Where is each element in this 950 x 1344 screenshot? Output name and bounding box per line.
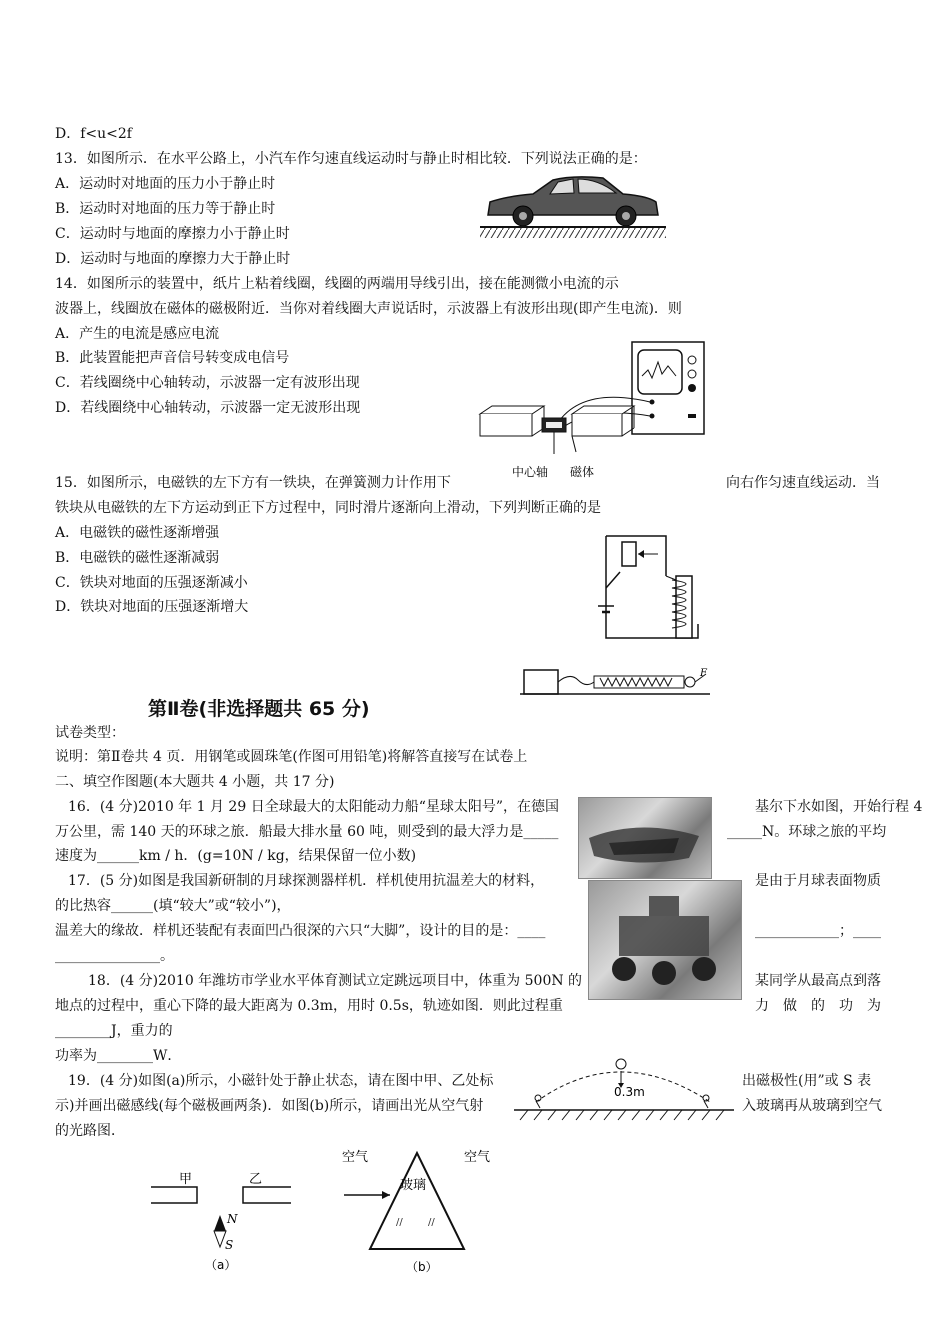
question-17-line2: 的比热容______(填“较大”或“较小”)， bbox=[55, 898, 291, 914]
instructions: 说明：第Ⅱ卷共 4 页．用钢笔或圆珠笔(作图可用铅笔)将解答直接写在试卷上 bbox=[55, 749, 528, 765]
oscilloscope-figure bbox=[472, 336, 712, 486]
question-16-line3: 速度为______km / h．(g=10N / kg，结果保留一位小数) bbox=[55, 848, 417, 864]
air-left-label: 空气 bbox=[342, 1150, 369, 1165]
question-18-line2b: 力 做 的 功 为 bbox=[755, 998, 881, 1014]
option-15-a: A．电磁铁的磁性逐渐增强 bbox=[55, 525, 220, 541]
prism-figure-b bbox=[340, 1143, 500, 1283]
glass-label: 玻璃 bbox=[400, 1178, 427, 1193]
question-19-line1a: 19．(4 分)如图(a)所示，小磁针处于静止状态，请在图中甲、乙处标 bbox=[68, 1073, 494, 1089]
question-17-line4: _______________。 bbox=[55, 948, 174, 964]
question-18-line3: ________J，重力的 bbox=[55, 1023, 173, 1039]
option-13-a: A．运动时对地面的压力小于静止时 bbox=[55, 176, 276, 192]
question-16-line1b: 基尔下水如图，开始行程 4 bbox=[755, 799, 923, 815]
section-title: 第Ⅱ卷(非选择题共 65 分) bbox=[148, 698, 370, 720]
solar-ship-photo bbox=[578, 797, 712, 879]
car-figure bbox=[478, 170, 668, 242]
svg-text://: // bbox=[428, 1217, 435, 1228]
option-13-d: D．运动时与地面的摩擦力大于静止时 bbox=[55, 251, 291, 267]
magnet-label: 磁体 bbox=[570, 465, 595, 479]
option-14-c: C．若线圈绕中心轴转动，示波器一定有波形出现 bbox=[55, 375, 360, 391]
electromagnet-figure bbox=[596, 528, 706, 643]
question-17-line3b: ____________；____ bbox=[755, 923, 881, 939]
option-15-b: B．电磁铁的磁性逐渐减弱 bbox=[55, 550, 220, 566]
option-13-c: C．运动时与地面的摩擦力小于静止时 bbox=[55, 226, 290, 242]
question-18-line1a: 18．(4 分)2010 年潍坊市学业水平体育测试立定跳远项目中，体重为 500N 的 bbox=[88, 973, 583, 989]
option-14-a: A．产生的电流是感应电流 bbox=[55, 326, 220, 342]
question-19-line2a: 示)并画出磁感线(每个磁极画两条)．如图(b)所示，请画出光从空气射 bbox=[55, 1098, 484, 1114]
option-13-prev-d: D．f<u<2f bbox=[55, 126, 132, 142]
svg-text://: // bbox=[396, 1217, 403, 1228]
question-17-line1b: 是由于月球表面物质 bbox=[755, 873, 881, 889]
question-18-line4: 功率为________W． bbox=[55, 1048, 182, 1064]
magnet-figure-a bbox=[145, 1163, 305, 1278]
option-13-b: B．运动时对地面的压力等于静止时 bbox=[55, 201, 276, 217]
question-14-line2: 波器上，线圈放在磁体的磁极附近．当你对着线圈大声说话时，示波器上有波形出现(即产生电流)．则 bbox=[55, 301, 682, 317]
question-16-line1a: 16．(4 分)2010 年 1 月 29 日全球最大的太阳能动力船“星球太阳号”，在德国 bbox=[68, 799, 560, 815]
force-label: F bbox=[700, 668, 707, 679]
center-axis-label: 中心轴 bbox=[512, 465, 549, 479]
question-14-line1: 14．如图所示的装置中，纸片上粘着线圈，线圈的两端用导线引出，接在能测微小电流的示 bbox=[55, 276, 619, 292]
option-15-c: C．铁块对地面的压强逐渐减小 bbox=[55, 575, 248, 591]
question-15-line2: 铁块从电磁铁的左下方运动到正下方过程中，同时滑片逐渐向上滑动，下列判断正确的是 bbox=[55, 500, 601, 516]
fig-a-label: （a） bbox=[205, 1258, 237, 1272]
question-17-line1a: 17．(5 分)如图是我国新研制的月球探测器样机．样机使用抗温差大的材料， bbox=[68, 873, 545, 889]
lunar-rover-photo bbox=[588, 880, 742, 1000]
question-19-line1b: 出磁极性(用”或 S 表 bbox=[742, 1073, 872, 1089]
option-14-b: B．此装置能把声音信号转变成电信号 bbox=[55, 350, 290, 366]
question-15-line1a: 15．如图所示，电磁铁的左下方有一铁块，在弹簧测力计作用下 bbox=[55, 475, 451, 491]
question-19-line3: 的光路图． bbox=[55, 1123, 125, 1139]
jia-label: 甲 bbox=[179, 1172, 193, 1187]
question-18-line1b: 某同学从最高点到落 bbox=[755, 973, 881, 989]
fig-b-label: （b） bbox=[406, 1260, 438, 1274]
spring-scale-figure bbox=[520, 662, 710, 698]
yi-label: 乙 bbox=[249, 1172, 263, 1187]
question-13: 13．如图所示．在水平公路上，小汽车作匀速直线运动时与静止时相比较．下列说法正确的是： bbox=[55, 151, 647, 167]
option-15-d: D．铁块对地面的压强逐渐增大 bbox=[55, 599, 249, 615]
question-19-line2b: 入玻璃再从玻璃到空气 bbox=[742, 1098, 882, 1114]
question-15-line1b: 向右作匀速直线运动．当 bbox=[726, 475, 880, 491]
question-16-line2b: _____N。环球之旅的平均 bbox=[727, 824, 887, 840]
north-label: N bbox=[227, 1212, 238, 1226]
question-17-line3a: 温差大的缘故．样机还装配有表面凹凸很深的六只“大脚”，设计的目的是：____ bbox=[55, 923, 546, 939]
section-heading: 二、填空作图题(本大题共 4 小题，共 17 分) bbox=[55, 774, 335, 790]
question-18-line2a: 地点的过程中，重心下降的最大距离为 0.3m，用时 0.5s，轨迹如图．则此过程重 bbox=[55, 998, 563, 1014]
air-right-label: 空气 bbox=[464, 1150, 491, 1165]
paper-type: 试卷类型： bbox=[55, 725, 125, 741]
question-16-line2a: 万公里，需 140 天的环球之旅．船最大排水量 60 吨，则受到的最大浮力是_____ bbox=[55, 824, 559, 840]
height-label: 0.3m bbox=[614, 1085, 645, 1099]
option-14-d: D．若线圈绕中心轴转动，示波器一定无波形出现 bbox=[55, 400, 361, 416]
south-label: S bbox=[225, 1238, 234, 1252]
jump-trajectory-figure bbox=[514, 1052, 734, 1122]
